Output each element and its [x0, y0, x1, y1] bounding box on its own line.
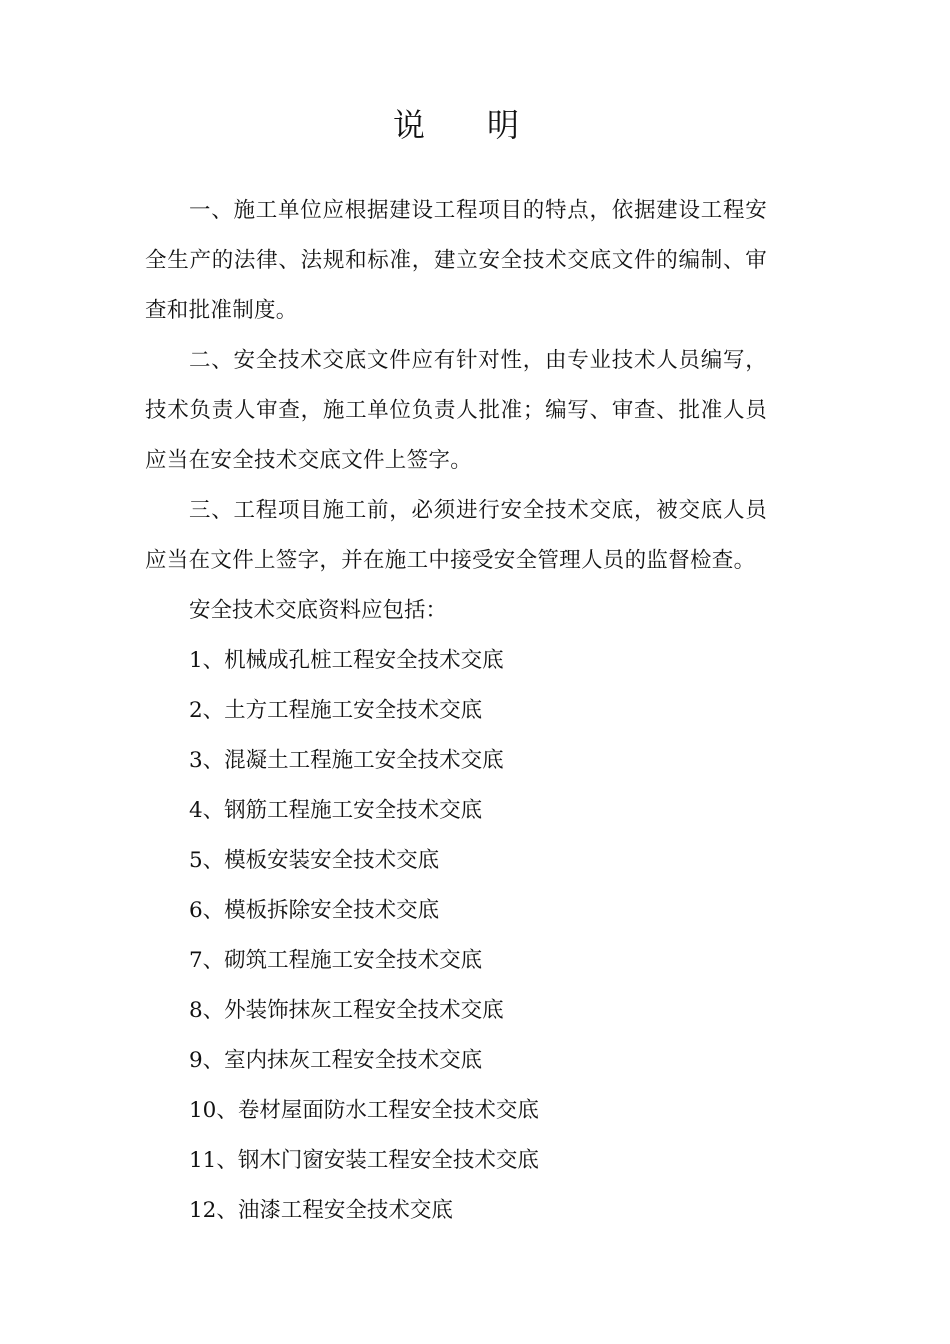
- list-item: 2、土方工程施工安全技术交底: [189, 698, 483, 723]
- document-body: [145, 186, 767, 1236]
- list-item: 4、钢筋工程施工安全技术交底: [189, 798, 483, 823]
- list-item: 3、混凝土工程施工安全技术交底: [189, 748, 504, 773]
- paragraph-2: 二、安全技术交底文件应有针对性，由专业技术人员编写，技术负责人审查，施工单位负责人批准；编写、审查、批准人员应当在安全技术交底文件上签字。: [145, 348, 767, 473]
- list-item: 1、机械成孔桩工程安全技术交底: [189, 648, 504, 673]
- list-item: 9、室内抹灰工程安全技术交底: [189, 1048, 483, 1073]
- paragraph-1: 一、施工单位应根据建设工程项目的特点，依据建设工程安全生产的法律、法规和标准，建立安全技术交底文件的编制、审查和批准制度。: [145, 198, 767, 323]
- list-item: 11、钢木门窗安装工程安全技术交底: [189, 1148, 539, 1173]
- list-item: 5、模板安装安全技术交底: [189, 848, 440, 873]
- paragraph-3: 三、工程项目施工前，必须进行安全技术交底，被交底人员应当在文件上签字，并在施工中接受安全管理人员的监督检查。: [145, 498, 767, 573]
- document-title: 说明: [392, 106, 581, 144]
- list-item: 7、砌筑工程施工安全技术交底: [189, 948, 483, 973]
- list-item: 8、外装饰抹灰工程安全技术交底: [189, 998, 504, 1023]
- list-item: 6、模板拆除安全技术交底: [189, 898, 440, 923]
- list-item: 12、油漆工程安全技术交底: [189, 1198, 453, 1223]
- list-item: 10、卷材屋面防水工程安全技术交底: [189, 1098, 539, 1123]
- list-intro: 安全技术交底资料应包括：: [189, 598, 448, 623]
